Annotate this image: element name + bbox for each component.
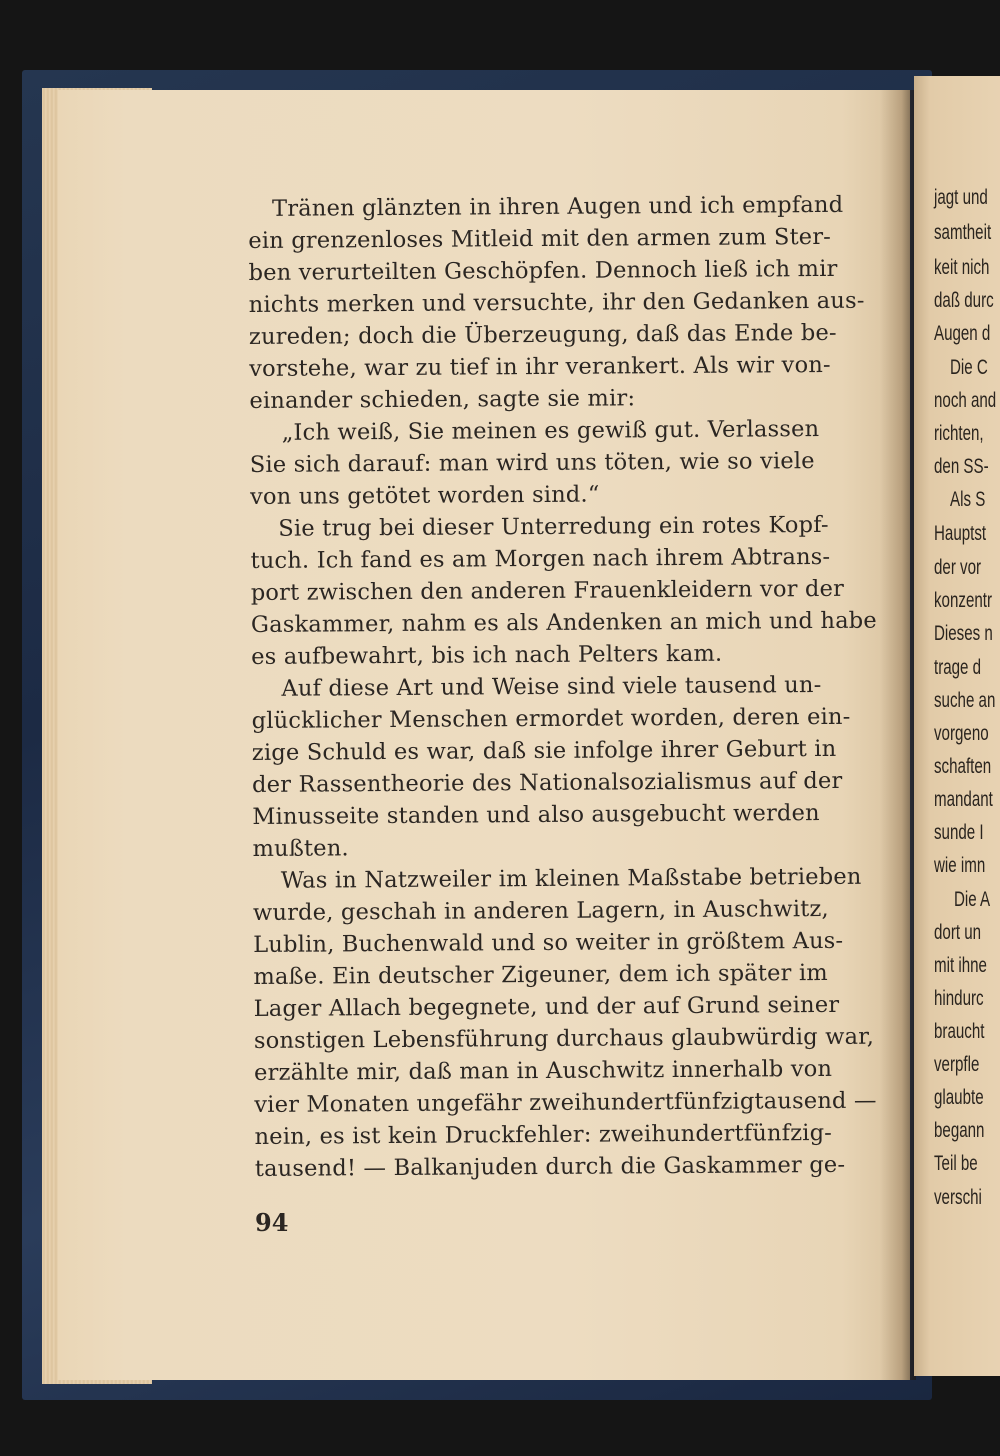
text-line: tuch. Ich fand es am Morgen nach ihrem Abtrans- (250, 543, 831, 574)
text-line: einander schieden, sagte sie mir: (249, 385, 636, 414)
right-page-line: braucht (934, 1020, 985, 1043)
right-page-line: verpfle (934, 1053, 980, 1076)
text-line: Lager Allach begegnete, und der auf Grund seiner (253, 991, 840, 1022)
right-page-line: schaften (934, 755, 992, 778)
text-line: maße. Ein deutscher Zigeuner, dem ich später im (253, 959, 828, 990)
right-page-line: sunde I (934, 821, 984, 844)
right-page-line: samtheit (934, 221, 992, 244)
text-line: Was in Natzweiler im kleinen Maßstabe betrieben (280, 863, 862, 894)
right-page-line: mandant (934, 788, 993, 811)
right-page-line: daß durc (934, 289, 994, 312)
text-line: „Ich weiß, Sie meinen es gewiß gut. Verlassen (281, 416, 820, 446)
right-page-line: hindurc (934, 987, 984, 1010)
right-page-line: trage d (934, 656, 982, 679)
text-line: zige Schuld es war, daß sie infolge ihrer Geburt in (251, 735, 837, 766)
right-page-line: noch and (934, 389, 997, 412)
right-page-line: Teil be (934, 1152, 978, 1175)
text-line: wurde, geschah in anderen Lagern, in Auschwitz, (252, 895, 829, 926)
text-line: glücklicher Menschen ermordet worden, deren ein- (251, 703, 851, 734)
right-page-line: jagt und (934, 186, 988, 209)
right-page-line: Die C (950, 356, 988, 379)
text-line: port zwischen den anderen Frauenkleidern vor der (250, 575, 845, 606)
right-page-line: den SS- (934, 455, 989, 478)
gutter-shadow (880, 90, 916, 1380)
right-page-line: Die A (954, 888, 991, 911)
right-page (914, 76, 1000, 1376)
right-page-line: konzentr (934, 589, 992, 612)
text-line: Auf diese Art und Weise sind viele tausend un- (281, 672, 822, 702)
text-line: nichts merken und versuchte, ihr den Gedanken aus- (248, 287, 865, 318)
text-line: ben verurteilten Geschöpfen. Dennoch ließ ich mir (248, 255, 838, 286)
text-line: es aufbewahrt, bis ich nach Pelters kam. (251, 640, 723, 670)
text-line: vier Monaten ungefähr zweihundertfünfzigtausend — (254, 1087, 877, 1118)
text-line: zureden; doch die Überzeugung, daß das Ende be- (248, 319, 837, 350)
right-page-line: vorgeno (934, 722, 989, 745)
text-line: vorstehe, war zu tief in ihr verankert. Als wir von- (249, 351, 831, 382)
right-page-line: Hauptst (934, 522, 987, 545)
text-line: Tränen glänzten in ihren Augen und ich empfand (271, 191, 844, 222)
right-page-line: Augen d (934, 322, 991, 345)
text-line: Minusseite standen und also ausgebucht werden (252, 800, 820, 830)
page-number: 94 (255, 1208, 289, 1237)
right-page-line: dort un (934, 921, 982, 944)
text-line: Sie trug bei dieser Unterredung ein rotes Kopf- (278, 511, 829, 542)
right-page-line: begann (934, 1119, 985, 1142)
text-line: nein, es ist kein Druckfehler: zweihundertfünfzig- (254, 1119, 833, 1150)
right-page-line: wie imn (934, 854, 986, 877)
text-line: Gaskammer, nahm es als Andenken an mich und habe (250, 607, 877, 638)
right-page-line: suche an (934, 689, 996, 712)
right-page-line: verschi (934, 1186, 982, 1209)
right-page-line: glaubte (934, 1086, 984, 1109)
text-line: Lublin, Buchenwald und so weiter in größtem Aus- (253, 927, 844, 958)
text-line: sonstigen Lebensführung durchaus glaubwürdig war, (253, 1023, 875, 1054)
text-line: ein grenzenloses Mitleid mit den armen zum Ster- (248, 223, 832, 254)
text-line: mußten. (252, 835, 349, 862)
text-line: erzählte mir, daß man in Auschwitz innerhalb von (254, 1055, 833, 1086)
right-page-line: Dieses n (934, 622, 993, 645)
text-line: Sie sich darauf: man wird uns töten, wie so viele (249, 448, 815, 478)
text-line: tausend! — Balkanjuden durch die Gaskammer ge- (254, 1151, 846, 1182)
right-page-line: der vor (934, 556, 982, 579)
right-page-line: keit nich (934, 256, 990, 279)
text-line: von uns getötet worden sind.“ (250, 481, 600, 510)
right-page-line: mit ihne (934, 954, 987, 977)
right-page-line: Als S (950, 488, 986, 511)
text-line: der Rassentheorie des Nationalsozialismus auf der (252, 767, 843, 798)
right-page-line: richten, (934, 422, 984, 445)
